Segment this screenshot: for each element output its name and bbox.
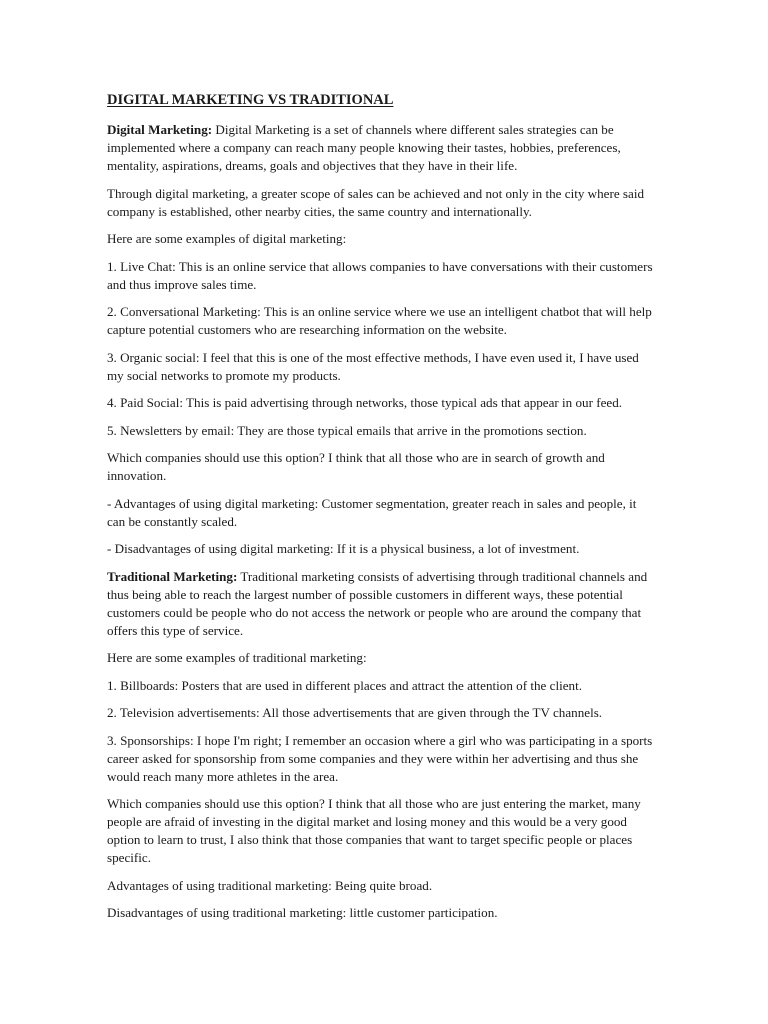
paragraph-text: 3. Organic social: I feel that this is one of the most effective methods, I have even used it, I have used my social networks to promote my products. [107, 349, 639, 383]
paragraph-text: 1. Billboards: Posters that are used in different places and attract the attention of the client. [107, 677, 582, 693]
paragraph-text: Traditional marketing consists of advertising through traditional channels and thus being able to reach the largest number of possible customers in different ways, these potential customers could be people who do not access the network or people who are around the company that offers this type of service. [107, 568, 648, 638]
paragraph-text: Which companies should use this option? I think that all those who are just entering the market, many people are afraid of investing in the digital market and losing money and this would be a very good option to learn to trust, I also think that those companies that want to target specific people or places specific. [107, 796, 641, 865]
list-item-paid-social [107, 394, 657, 412]
list-item-sponsorships [107, 732, 657, 786]
paragraph-traditional-advantages [107, 877, 657, 895]
paragraph-text: 4. Paid Social: This is paid advertising through networks, those typical ads that appear in our feed. [107, 395, 623, 410]
list-item-organic-social [107, 349, 657, 385]
list-item-newsletters [107, 422, 657, 440]
paragraph-digital-disadvantages [107, 540, 657, 558]
paragraph-text: Digital Marketing is a set of channels where different sales strategies can be implemented where a company can reach many people knowing their tastes, hobbies, preferences, mentality, aspirations, dreams, goals and objectives that they have in their life. [107, 122, 621, 173]
paragraph-text: - Disadvantages of using digital marketing: If it is a physical business, a lot of investment. [107, 541, 580, 556]
paragraph-digital-scope [107, 185, 657, 221]
paragraph-digital-which-companies [107, 449, 657, 485]
paragraph-text: Disadvantages of using traditional marketing: little customer participation. [107, 905, 498, 920]
paragraph-digital-marketing-definition [107, 121, 657, 175]
paragraph-text: - Advantages of using digital marketing: Customer segmentation, greater reach in sales and people, it can be constantly scaled. [107, 495, 637, 529]
paragraph-text: 5. Newsletters by email: They are those typical emails that arrive in the promotions section. [107, 422, 587, 438]
paragraph-traditional-disadvantages [107, 904, 657, 922]
document-page [107, 90, 657, 932]
list-item-billboards [107, 677, 657, 695]
paragraph-text: 3. Sponsorships: I hope I'm right; I remember an occasion where a girl who was participating in a sports career asked for sponsorship from some companies and they were within her advertising and thus she would reach many more athletes in the area. [107, 732, 653, 784]
paragraph-text: 2. Conversational Marketing: This is an online service where we use an intelligent chatbot that will help capture potential customers who are researching information on the website. [107, 304, 652, 337]
list-item-television-ads [107, 704, 657, 722]
paragraph-text: 1. Live Chat: This is an online service that allows companies to have conversations with their customers and thus improve sales time. [107, 258, 653, 292]
paragraph-digital-examples-intro [107, 230, 657, 248]
paragraph-digital-advantages [107, 495, 657, 531]
paragraph-text: Here are some examples of digital marketing: [107, 231, 347, 246]
paragraph-traditional-marketing-definition [107, 568, 657, 640]
list-item-live-chat [107, 258, 657, 294]
paragraph-lead: Digital Marketing: [107, 122, 213, 137]
paragraph-text: Advantages of using traditional marketing: Being quite broad. [107, 877, 433, 893]
paragraph-lead: Traditional Marketing: [107, 568, 238, 584]
paragraph-traditional-examples-intro [107, 649, 657, 667]
paragraph-text: Through digital marketing, a greater scope of sales can be achieved and not only in the city where said company is established, other nearby cities, the same country and internationally. [107, 185, 645, 219]
paragraph-text: Here are some examples of traditional marketing: [107, 650, 367, 665]
document-title: DIGITAL MARKETING VS TRADITIONAL [107, 92, 394, 108]
list-item-conversational-marketing [107, 303, 657, 339]
paragraph-traditional-which-companies [107, 795, 657, 867]
paragraph-text: Which companies should use this option? I think that all those who are in search of growth and innovation. [107, 450, 605, 483]
paragraph-text: 2. Television advertisements: All those advertisements that are given through the TV channels. [107, 705, 603, 720]
